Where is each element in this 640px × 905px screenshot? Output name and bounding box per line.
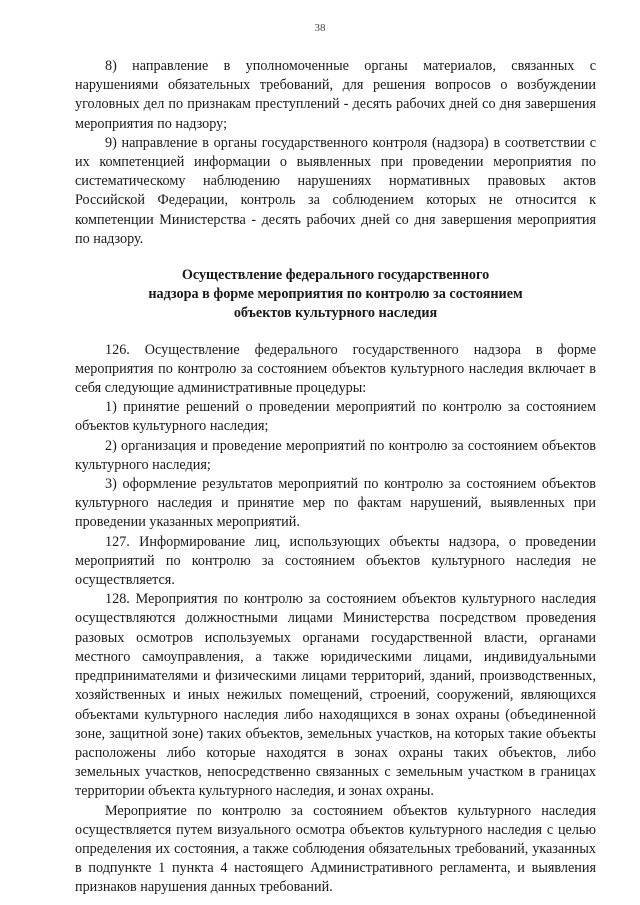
paragraph-128-continuation: Мероприятие по контролю за состоянием объектов культурного наследия осуществляется путем визуального осмотра объектов культурного наследия с целью определения их состояния, а также соблюдения обязательных требований, указанных в подпункте 1 пункта 4 настоящего Административного регламента, и выявления признаков нарушения данных требований. bbox=[75, 802, 596, 896]
paragraph-126: 126. Осуществление федерального государственного надзора в форме мероприятия по контролю за состоянием объектов культурного наследия включает в себя следующие административные процедуры: bbox=[75, 341, 596, 397]
section-heading-line-3: объектов культурного наследия bbox=[233, 305, 438, 322]
document-body bbox=[75, 57, 596, 898]
paragraph-item-9: 9) направление в органы государственного контроля (надзора) в соответствии с их компетенцией информации о выявленных при проведении мероприятия по систематическому наблюдению нарушениях нормативных правовых актов Российской Федерации, контроль за соблюдением которых не относится к компетенции Министерства - десять рабочих дней со дня завершения мероприятия по надзору. bbox=[75, 134, 596, 247]
paragraph-126-item-2: 2) организация и проведение мероприятий по контролю за состоянием объектов культурного наследия; bbox=[75, 437, 596, 473]
section-heading bbox=[75, 266, 596, 324]
paragraph-128: 128. Мероприятия по контролю за состоянием объектов культурного наследия осуществляются должностными лицами Министерства посредством проведения разовых осмотров используемых органами государственной власти, органами местного самоуправления, а также юридическими лицами, индивидуальными предпринимателями и физическими лицами территорий, зданий, производственных, хозяйственных и иных нежилых помещений, строений, сооружений, являющихся объектами культурного наследия либо находящихся в зонах охраны (объединенной зоне, защитной зоне) таких объектов, земельных участков, на которых такие объекты расположены либо которые находятся в зонах охраны таких объектов, либо земельных участков, непосредственно связанных с земельным участком в границах территории объекта культурного наследия, и зонах охраны. bbox=[75, 591, 596, 800]
paragraph-127: 127. Информирование лиц, использующих объекты надзора, о проведении мероприятий по контролю за состоянием объектов культурного наследия не осуществляется. bbox=[75, 533, 596, 589]
section-heading-line-2: надзора в форме мероприятия по контролю за состоянием bbox=[148, 286, 523, 303]
page-number: 38 bbox=[314, 22, 326, 34]
paragraph-126-item-3: 3) оформление результатов мероприятий по контролю за состоянием объектов культурного наследия и принятие мер по фактам нарушений, выявленных при проведении указанных мероприятий. bbox=[75, 476, 596, 531]
paragraph-item-8: 8) направление в уполномоченные органы материалов, связанных с нарушениями обязательных требований, для решения вопросов о возбуждении уголовных дел по признакам преступлений - десять рабочих дней со дня завершения мероприятия по надзору; bbox=[75, 58, 596, 132]
section-heading-line-1: Осуществление федерального государственного bbox=[181, 267, 490, 284]
paragraph-126-item-1: 1) принятие решений о проведении мероприятий по контролю за состоянием объектов культурного наследия; bbox=[75, 399, 596, 435]
